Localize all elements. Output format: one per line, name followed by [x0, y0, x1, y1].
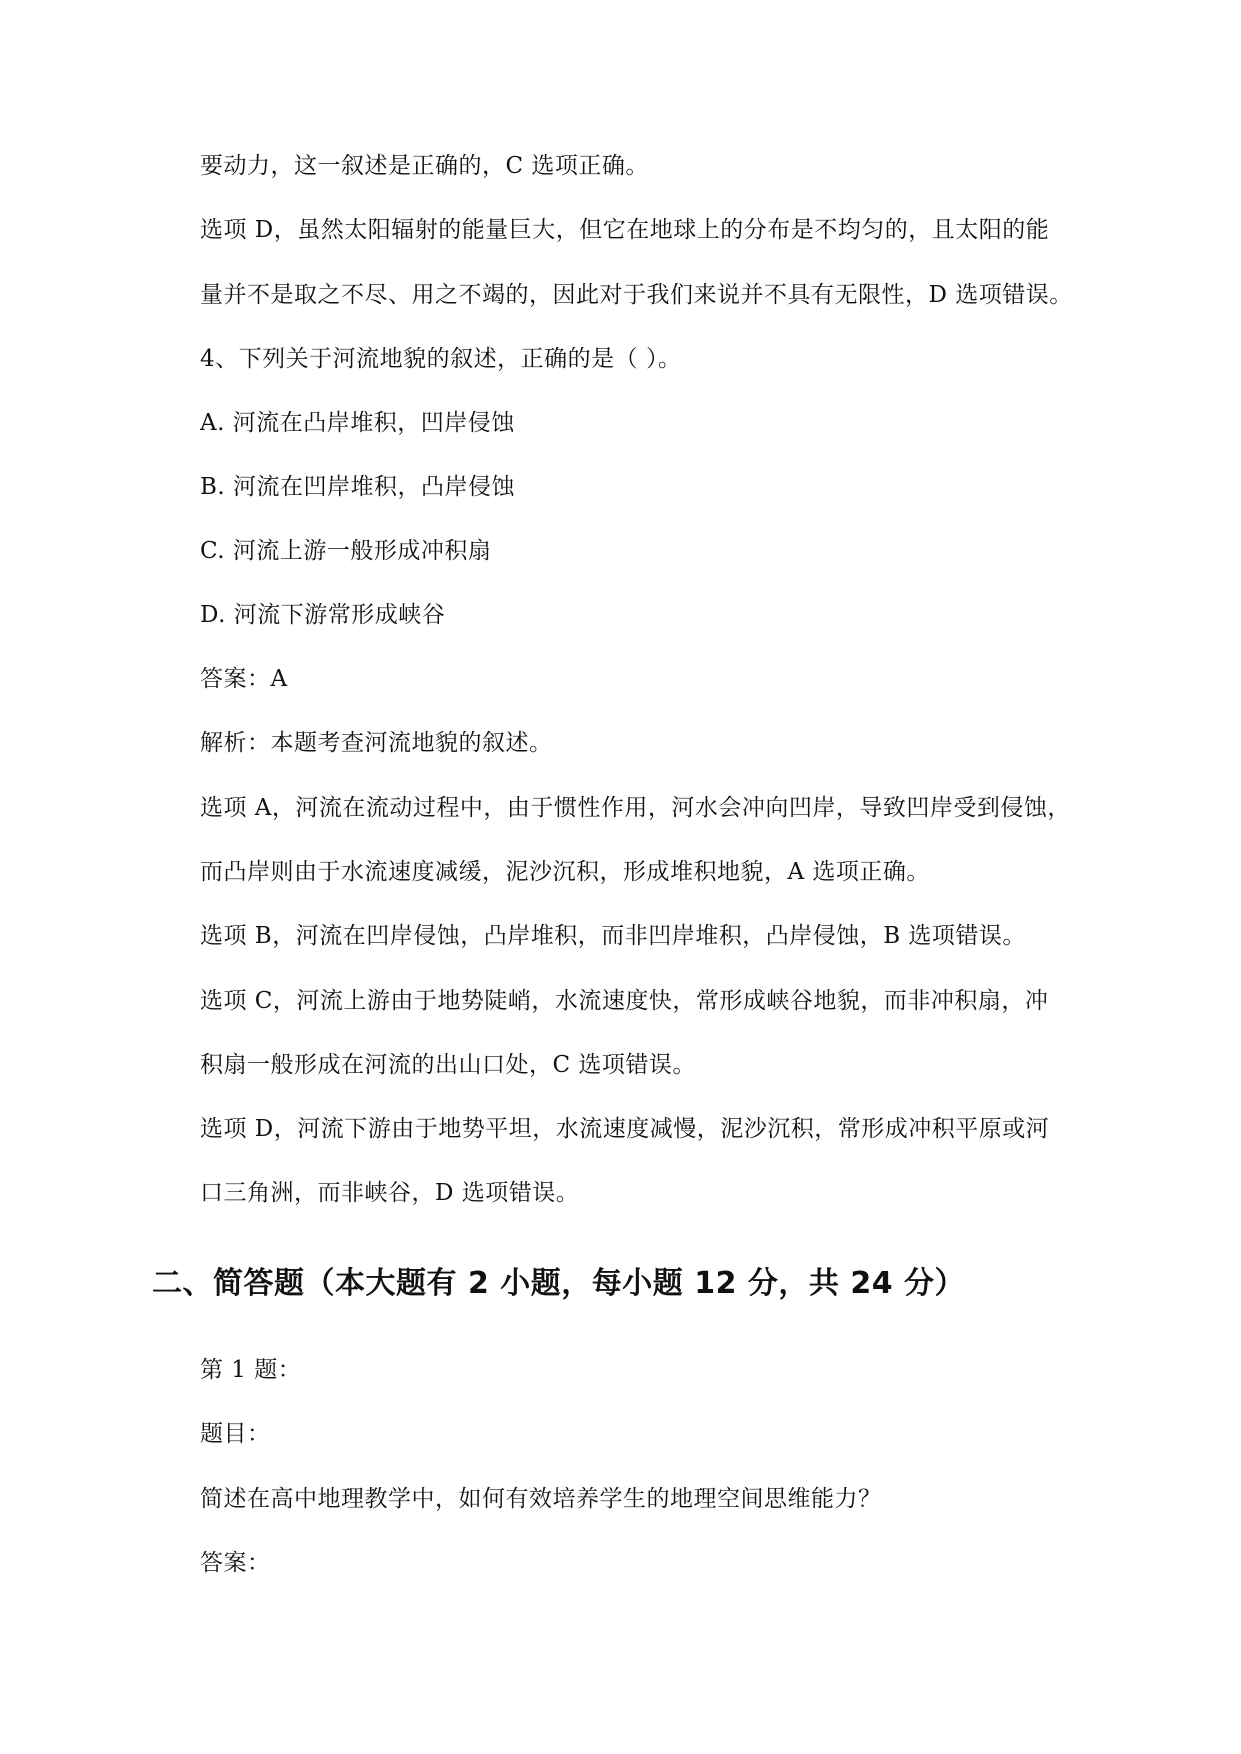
question-4-analysis-intro: 解析：本题考查河流地貌的叙述。	[200, 730, 553, 756]
answer-label: 答案：	[200, 1550, 271, 1576]
analysis-line-6: 选项 D，河流下游由于地势平坦，水流速度减慢，泥沙沉积，常形成冲积平原或河	[200, 1116, 1050, 1142]
question-number: 第 1 题：	[200, 1357, 302, 1383]
analysis-line-4: 选项 C，河流上游由于地势陡峭，水流速度快，常形成峡谷地貌，而非冲积扇，冲	[200, 988, 1049, 1014]
question-4-option-a: A. 河流在凸岸堆积，凹岸侵蚀	[200, 410, 515, 436]
analysis-line-1: 选项 A，河流在流动过程中，由于惯性作用，河水会冲向凹岸，导致凹岸受到侵蚀，	[200, 795, 1071, 821]
question-label: 题目：	[200, 1421, 271, 1447]
analysis-line-2: 而凸岸则由于水流速度减缓，泥沙沉积，形成堆积地貌，A 选项正确。	[200, 859, 930, 885]
continuation-line-2: 选项 D，虽然太阳辐射的能量巨大，但它在地球上的分布是不均匀的，且太阳的能	[200, 217, 1050, 243]
question-4-stem: 4、下列关于河流地貌的叙述，正确的是（ ）。	[200, 346, 682, 372]
analysis-line-7: 口三角洲，而非峡谷，D 选项错误。	[200, 1180, 580, 1206]
section-heading: 二、简答题（本大题有 2 小题，每小题 12 分，共 24 分）	[152, 1266, 966, 1301]
question-text: 简述在高中地理教学中，如何有效培养学生的地理空间思维能力？	[200, 1486, 882, 1512]
question-4-option-d: D. 河流下游常形成峡谷	[200, 602, 446, 628]
analysis-line-5: 积扇一般形成在河流的出山口处，C 选项错误。	[200, 1052, 696, 1078]
question-4-answer: 答案：A	[200, 666, 288, 692]
continuation-line-3: 量并不是取之不尽、用之不竭的，因此对于我们来说并不具有无限性，D 选项错误。	[200, 282, 1073, 308]
continuation-line-1: 要动力，这一叙述是正确的，C 选项正确。	[200, 153, 649, 179]
analysis-line-3: 选项 B，河流在凹岸侵蚀，凸岸堆积，而非凹岸堆积，凸岸侵蚀，B 选项错误。	[200, 923, 1026, 949]
question-4-option-b: B. 河流在凹岸堆积，凸岸侵蚀	[200, 474, 516, 500]
question-4-option-c: C. 河流上游一般形成冲积扇	[200, 538, 492, 564]
